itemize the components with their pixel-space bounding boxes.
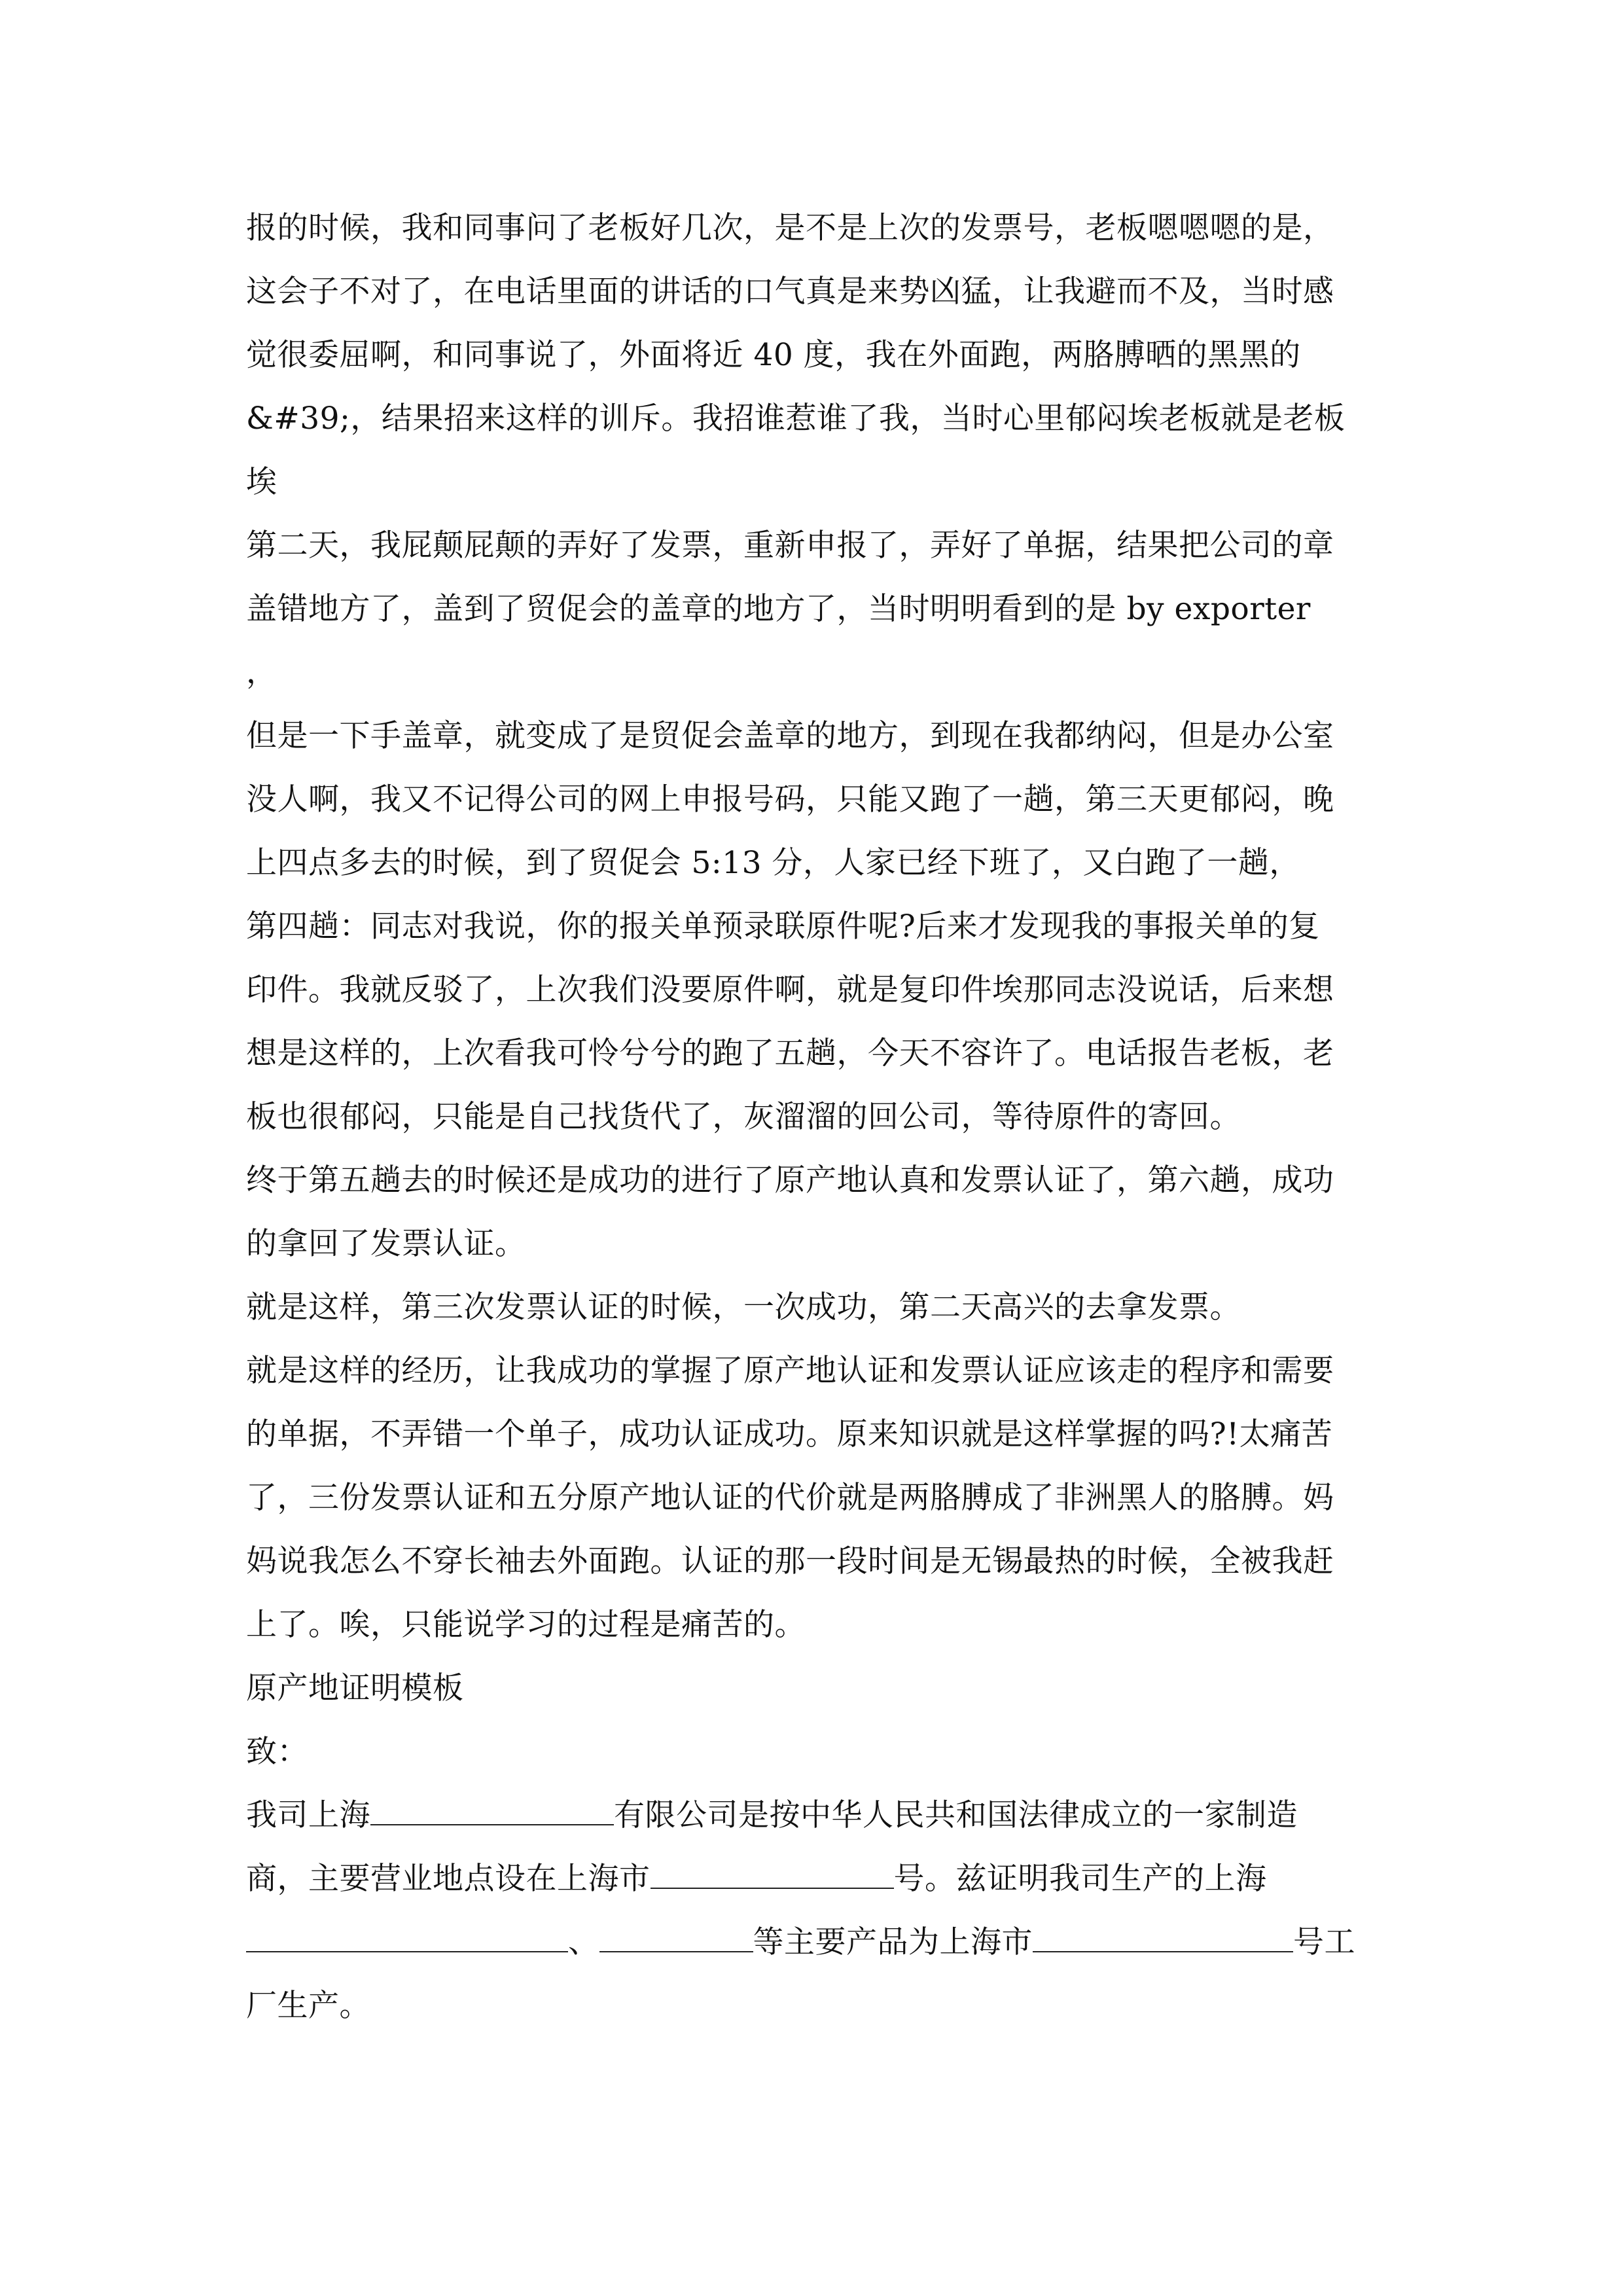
template-line bbox=[246, 1847, 1385, 1910]
body-line: ， bbox=[246, 655, 277, 691]
body-line: 就是这样，第三次发票认证的时候，一次成功，第二天高兴的去拿发票。 bbox=[246, 1289, 1241, 1325]
template-text: 、 bbox=[568, 1924, 599, 1960]
body-line: &#39;，结果招来这样的训斥。我招谁惹谁了我，当时心里郁闷埃老板就是老板 bbox=[246, 401, 1346, 437]
fill-blank-product-2 bbox=[599, 1914, 753, 1952]
body-line: 的单据，不弄错一个单子，成功认证成功。原来知识就是这样掌握的吗?!太痛苦 bbox=[246, 1416, 1333, 1452]
template-text: 号工 bbox=[1293, 1924, 1355, 1960]
document-body bbox=[246, 196, 1385, 2037]
body-line: 没人啊，我又不记得公司的网上申报号码，只能又跑了一趟，第三天更郁闷，晚 bbox=[246, 781, 1334, 817]
template-salutation: 致： bbox=[246, 1734, 308, 1770]
template-text: 有限公司是按中华人民共和国法律成立的一家制造 bbox=[614, 1797, 1298, 1833]
body-line: 第四趟：同志对我说，你的报关单预录联原件呢?后来才发现我的事报关单的复 bbox=[246, 908, 1320, 944]
body-line: 上了。唉，只能说学习的过程是痛苦的。 bbox=[246, 1607, 806, 1643]
body-line: 这会子不对了，在电话里面的讲话的口气真是来势凶猛，让我避而不及，当时感 bbox=[246, 274, 1334, 310]
body-line: 报的时候，我和同事问了老板好几次，是不是上次的发票号，老板嗯嗯嗯的是， bbox=[246, 210, 1334, 246]
template-text: 我司上海 bbox=[246, 1797, 370, 1833]
fill-blank-company-name bbox=[370, 1787, 614, 1825]
body-line: 觉很委屈啊，和同事说了，外面将近 40 度，我在外面跑，两胳膊晒的黑黑的 bbox=[246, 337, 1301, 373]
template-text: 号。兹证明我司生产的上海 bbox=[893, 1861, 1267, 1897]
template-title: 原产地证明模板 bbox=[246, 1670, 464, 1706]
body-line: 印件。我就反驳了，上次我们没要原件啊，就是复印件埃那同志没说话，后来想 bbox=[246, 972, 1334, 1008]
template-text: 等主要产品为上海市 bbox=[753, 1924, 1033, 1960]
body-line: 盖错地方了，盖到了贸促会的盖章的地方了，当时明明看到的是 by exporter bbox=[246, 591, 1311, 627]
body-line: 但是一下手盖章，就变成了是贸促会盖章的地方，到现在我都纳闷，但是办公室 bbox=[246, 718, 1334, 754]
body-line: 第二天，我屁颠屁颠的弄好了发票，重新申报了，弄好了单据，结果把公司的章 bbox=[246, 528, 1334, 564]
template-line: 厂生产。 bbox=[246, 1988, 370, 2024]
template-line bbox=[246, 1910, 1385, 1974]
body-line: 了，三份发票认证和五分原产地认证的代价就是两胳膊成了非洲黑人的胳膊。妈 bbox=[246, 1480, 1334, 1516]
template-text: 商，主要营业地点设在上海市 bbox=[246, 1861, 651, 1897]
fill-blank-address bbox=[651, 1851, 894, 1889]
body-line: 妈说我怎么不穿长袖去外面跑。认证的那一段时间是无锡最热的时候，全被我赶 bbox=[246, 1543, 1334, 1579]
body-line: 板也很郁闷，只能是自己找货代了，灰溜溜的回公司，等待原件的寄回。 bbox=[246, 1099, 1241, 1135]
body-line: 上四点多去的时候，到了贸促会 5:13 分，人家已经下班了，又白跑了一趟， bbox=[246, 845, 1300, 881]
body-line: 终于第五趟去的时候还是成功的进行了原产地认真和发票认证了，第六趟，成功 bbox=[246, 1162, 1334, 1198]
body-line: 想是这样的，上次看我可怜兮兮的跑了五趟，今天不容许了。电话报告老板，老 bbox=[246, 1035, 1334, 1071]
fill-blank-product-1 bbox=[246, 1914, 568, 1952]
body-line: 就是这样的经历，让我成功的掌握了原产地认证和发票认证应该走的程序和需要 bbox=[246, 1353, 1334, 1389]
template-line bbox=[246, 1784, 1385, 1847]
body-line: 埃 bbox=[246, 464, 277, 500]
fill-blank-factory-address bbox=[1033, 1914, 1293, 1952]
body-line: 的拿回了发票认证。 bbox=[246, 1226, 526, 1262]
